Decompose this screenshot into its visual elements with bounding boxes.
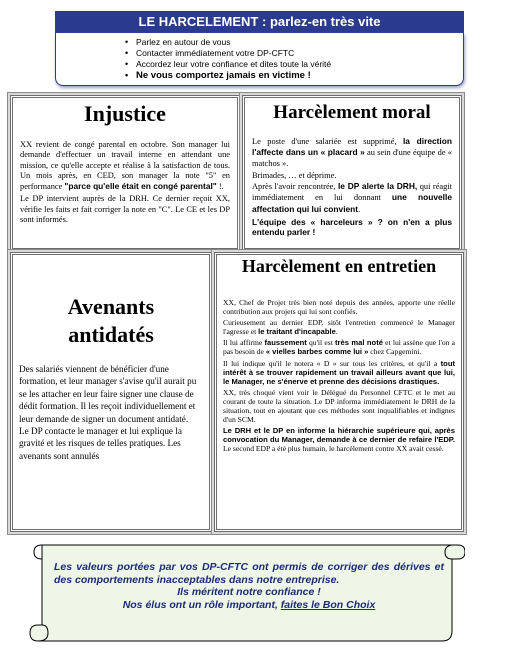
text-emphasis: une nouvelle affectation qui lui convient <box>252 192 452 214</box>
case-avenants-antidates <box>10 252 212 532</box>
text-run: . <box>335 327 338 337</box>
text-run: Après l'avoir rencontrée, <box>252 182 338 192</box>
text-emphasis: faussement <box>264 338 307 348</box>
paragraph: XX, très choqué vient voir le Délégué du Personnel CFTC et le met au courant de toute la situation. Le DP informa immédiatement le DRH de la situation, tout en ajoutant que ces méthodes sont inqualifiables et indignes d'un SCM. <box>223 387 455 425</box>
text-run: chez Capgemini. <box>368 347 422 357</box>
case-harcelement-entretien <box>214 252 464 532</box>
case-text <box>19 363 201 464</box>
text-run: qui réagit immédiatement en lui donnant <box>252 182 452 203</box>
case-text <box>20 140 230 227</box>
text-run: Curieusement au dernier EDP, sitôt l'entretien commencé le Manager l'agresse et <box>223 318 455 337</box>
case-title: Harcèlement en entretien <box>241 256 437 276</box>
text-run: Il lui affirme <box>223 338 265 348</box>
text-emphasis: « vielles barbes comme lui » <box>265 347 369 357</box>
paragraph-emphasis: L'équipe des « harceleurs » ? on n'en a plus entendu parler ! <box>252 217 452 238</box>
closing-message <box>54 561 444 611</box>
case-harcelement-moral <box>242 95 462 251</box>
text-emphasis: très mal noté <box>335 338 383 348</box>
closing-scroll <box>28 537 465 645</box>
paragraph: XX, Chef de Projet très bien noté depuis des années, apporte une réelle contribution aux projets qui lui sont confiés. <box>223 298 455 317</box>
text-run: Nos élus ont un rôle important, <box>122 598 281 611</box>
case-text <box>252 136 452 240</box>
text-run: Le poste d'une salariée est supprimé, <box>252 137 403 146</box>
case-injustice <box>10 95 240 251</box>
text-run: et lui assène que l'on a pas besoin de <box>223 338 456 357</box>
paragraph: Le DP intervient auprès de la DRH. Ce dernier reçoit XX, vérifie les faits et fait corriger la note en "C". Le CE et les DP sont informés. <box>20 194 230 225</box>
case-title: Harcèlement moral <box>273 102 431 123</box>
text-run: !. <box>216 182 224 192</box>
case-text <box>223 298 455 456</box>
tip-item: • Contacter immédiatement votre DP-CFTC <box>136 48 463 59</box>
tip-item: • Accordez leur votre confiance et dites toute la vérité <box>136 59 463 70</box>
closing-line: Ils méritent notre confiance ! <box>177 586 321 598</box>
tip-item-emphasis: • Ne vous comportez jamais en victime ! <box>136 70 463 81</box>
paragraph: Brimades, … et déprime. <box>252 170 337 180</box>
text-emphasis: le DP alerte la DRH, <box>337 181 418 192</box>
text-run: Il lui indique qu'il le notera « D » sur tous les critères, et qu'il a <box>223 358 441 368</box>
banner-title: LE HARCELEMENT : parlez-en très vite <box>55 11 464 33</box>
tips-panel <box>55 33 464 86</box>
text-emphasis: la direction l'affecte dans un « placard » <box>252 136 452 158</box>
paragraph: Le DP contacte le manager et lui explique la gravité et les risques de telles pratiques. Les avenants sont annulés <box>19 426 182 461</box>
text-run: . <box>358 204 361 214</box>
case-title: Avenants antidatés <box>67 294 155 347</box>
text-run: Le second EDP a été plus humain, le harcèlement contre XX avait cessé. <box>223 444 444 454</box>
closing-line: Les valeurs portées par vos DP-CFTC ont permis de corriger des dérives et des comportements inacceptables dans notre entreprise. <box>54 561 444 586</box>
tips-list <box>56 37 463 81</box>
text-run: XX revient de congé parental en octobre. Son manager lui demande d'effectuer un travail interne en attendant une mission, ce qu'elle accepte et réalise à la satisfaction de tous. Un mois après, en CED, son manager la note "5" en performance <box>20 140 230 192</box>
choice-link[interactable]: faites le Bon Choix <box>280 598 376 611</box>
paragraph: Des salariés viennent de bénéficier d'une formation, et leur manager s'avise qu'il aurait pu se les attacher en leur faire signer une clause de dédit formation. Il les reçoit individuellement et leur demande de signer un document antidaté. <box>19 364 197 424</box>
text-emphasis: tout intérêt à se trouver rapidement un travail ailleurs avant que lui, le Manager, ne s'énerve et prenne des décisions drastiques. <box>223 358 455 386</box>
text-emphasis: Le DRH et le DP en informe la hiérarchie supérieure qui, après convocation du Manager, demande à ce dernier de refaire l'EDP. <box>223 426 455 445</box>
text-run: qu'il est <box>306 338 336 348</box>
text-run: au sein d'une équipe de « matchos ». <box>252 148 452 168</box>
text-emphasis: "parce qu'elle était en congé parental" <box>64 181 217 192</box>
text-emphasis: le traitant d'incapable <box>258 327 336 337</box>
case-title: Injustice <box>84 101 166 126</box>
closing-line <box>54 599 444 612</box>
tip-item: • Parlez en autour de vous <box>136 37 463 48</box>
